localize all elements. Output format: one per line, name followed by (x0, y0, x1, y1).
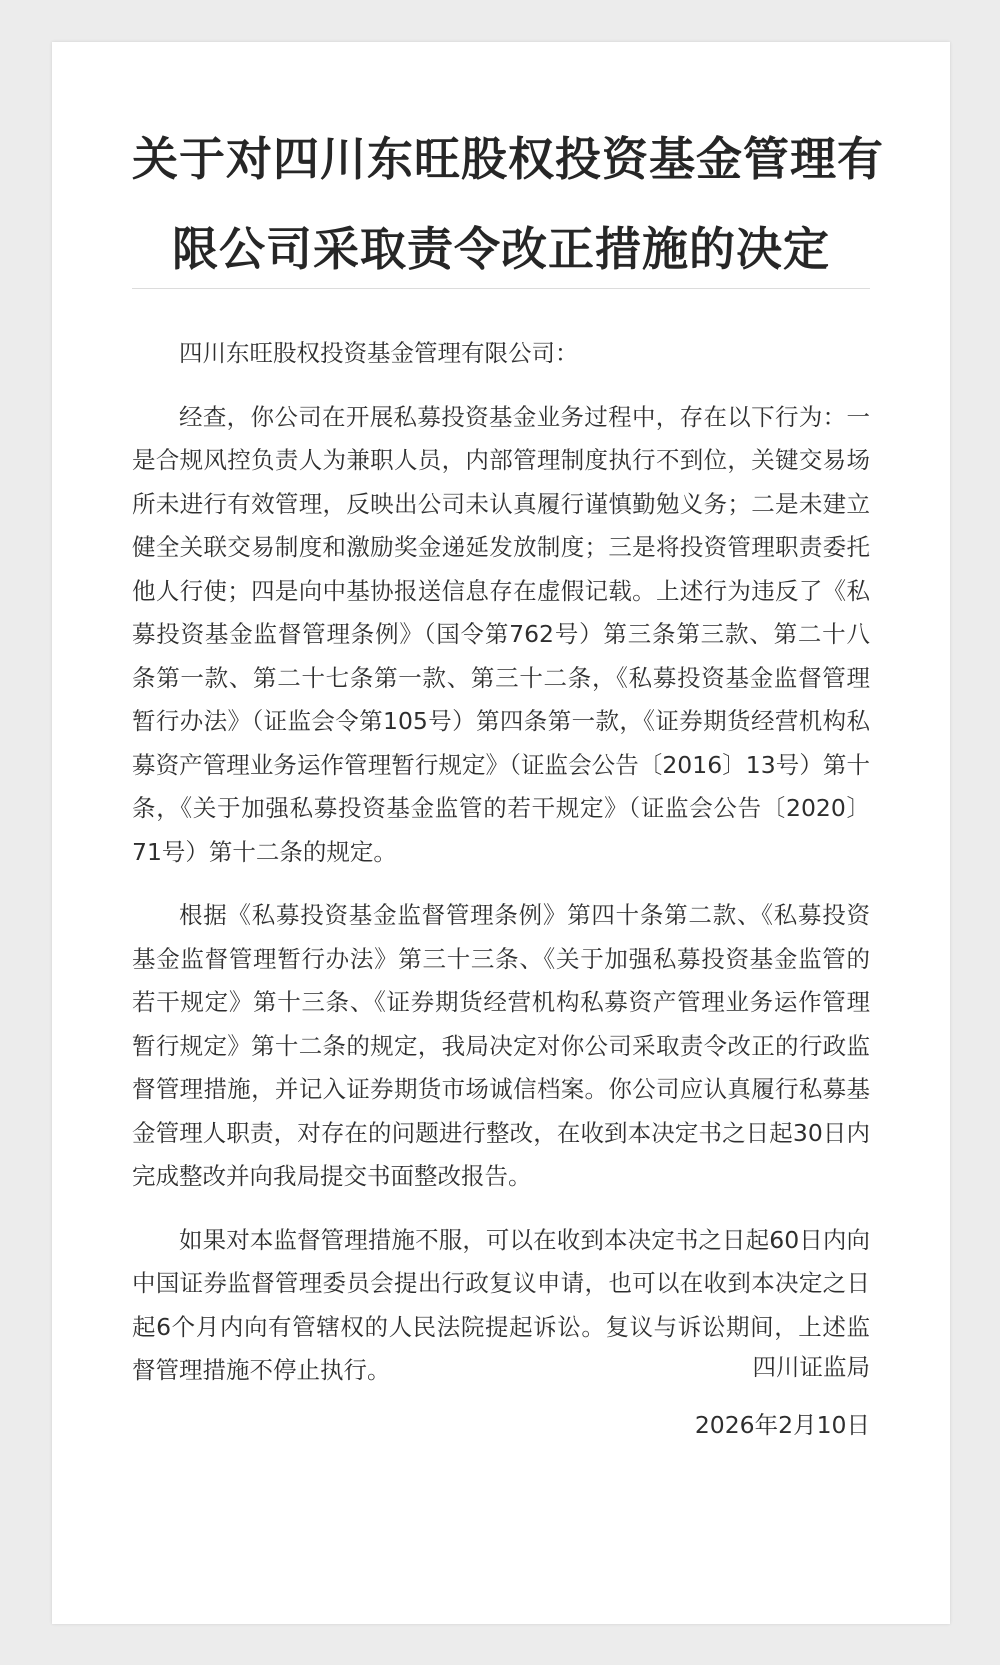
paragraph-appeal: 如果对本监督管理措施不服，可以在收到本决定书之日起60日内向中国证券监督管理委员会提出行政复议申请，也可以在收到本决定之日起6个月内向有管辖权的人民法院提起诉讼。复议与诉讼期间，上述监督管理措施不停止执行。 (132, 1225, 870, 1384)
document-body (132, 332, 870, 1413)
salutation: 四川东旺股权投资基金管理有限公司： (179, 339, 579, 367)
paragraph-findings: 经查，你公司在开展私募投资基金业务过程中，存在以下行为：一是合规风控负责人为兼职人员，内部管理制度执行不到位，关键交易场所未进行有效管理，反映出公司未认真履行谨慎勤勉义务；二是未建立健全关联交易制度和激励奖金递延发放制度；三是将投资管理职责委托他人行使；四是向中基协报送信息存在虚假记载。上述行为违反了《私募投资基金监督管理条例》（国令第762号）第三条第三款、第二十八条第一款、第二十七条第一款、第三十二条，《私募投资基金监督管理暂行办法》（证监会令第105号）第四条第一款，《证券期货经营机构私募资产管理业务运作管理暂行规定》（证监会公告〔2016〕13号）第十条，《关于加强私募投资基金监管的若干规定》（证监会公告〔2020〕71号）第十二条的规定。 (132, 402, 870, 866)
title-line-2: 限公司采取责令改正措施的决定 (172, 222, 830, 276)
paragraph-decision: 根据《私募投资基金监督管理条例》第四十条第二款、《私募投资基金监督管理暂行办法》第三十三条、《关于加强私募投资基金监管的若干规定》第十三条、《证券期货经营机构私募资产管理业务运作管理暂行规定》第十二条的规定，我局决定对你公司采取责令改正的行政监督管理措施，并记入证券期货市场诚信档案。你公司应认真履行私募基金管理人职责，对存在的问题进行整改，在收到本决定书之日起30日内完成整改并向我局提交书面整改报告。 (132, 901, 870, 1190)
issue-date: 2026年2月10日 (694, 1411, 870, 1439)
document-title (132, 114, 884, 294)
document-sheet (52, 42, 950, 1624)
issuer-name: 四川证监局 (752, 1353, 870, 1381)
title-divider (132, 288, 870, 289)
title-line-1: 关于对四川东旺股权投资基金管理有 (132, 132, 884, 186)
